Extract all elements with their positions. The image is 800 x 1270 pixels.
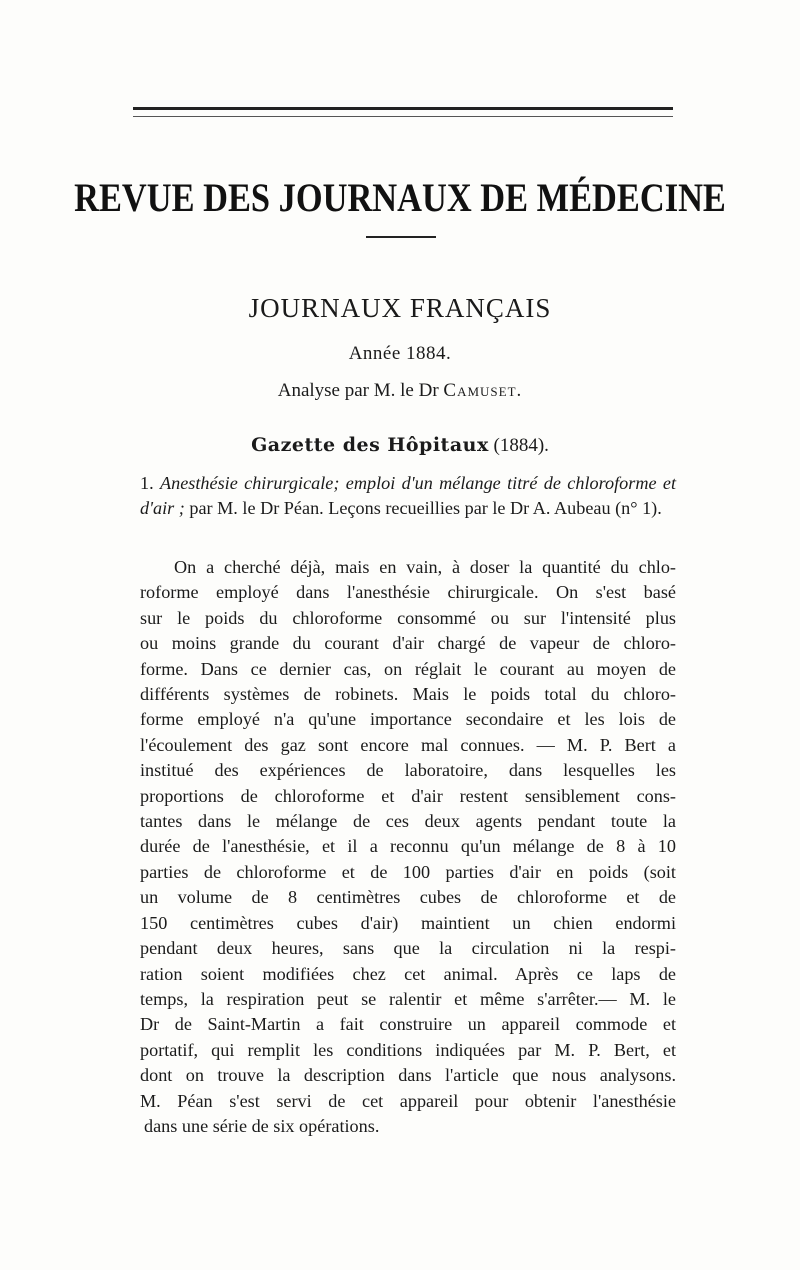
body-line: roforme employé dans l'anesthésie chirurgicale. On s'est basé [140,582,676,603]
article-title: Anesthésie chirurgicale; emploi d'un mélange titré de chloroforme et d'air ; [140,473,676,518]
analyst-name: Camuset. [443,380,523,401]
body-line: M. Péan s'est servi de cet appareil pour obtenir l'anesthésie [140,1090,676,1111]
body-line: proportions de chloroforme et d'air restent sensiblement cons- [140,785,676,806]
body-line: durée de l'anesthésie, et il a reconnu qu'un mélange de 8 à 10 [140,836,676,857]
body-line: pendant deux heures, sans que la circulation ni la respi- [140,938,676,959]
body-line: forme employé n'a qu'une importance secondaire et les lois de [140,709,676,730]
body-line: dont on trouve la description dans l'article que nous analysons. [140,1065,676,1086]
body-paragraph [140,555,676,1139]
body-line: sur le poids du chloroforme consommé ou sur l'intensité plus [140,607,676,628]
body-line: ration soient modifiées chez cet animal. Après ce laps de [140,963,676,984]
body-line: 150 centimètres cubes d'air) maintient un chien endormi [140,912,676,933]
body-line: parties de chloroforme et de 100 parties d'air en poids (soit [140,861,676,882]
analyst-prefix: Analyse par M. le Dr [277,380,444,401]
top-rule-thin [133,116,673,117]
article-heading [140,471,676,521]
body-line: forme. Dans ce dernier cas, on réglait le courant au moyen de [140,658,676,679]
body-line: l'écoulement des gaz sont encore mal connues. — M. P. Bert a [140,734,676,755]
year-line: Année 1884. [348,343,452,364]
article-byline: par M. le Dr Péan. Leçons recueillies par le Dr A. Aubeau (n° 1). [184,498,662,518]
body-line: dans une série de six opérations. [144,1115,380,1136]
analyst-line [0,380,800,402]
journal-year: (1884). [488,435,549,456]
body-line: tantes dans le mélange de ces deux agents pendant toute la [140,811,676,832]
top-rule-thick [133,107,673,110]
body-line: temps, la respiration peut se ralentir et même s'arrêter.— M. le [140,988,676,1009]
section-title: JOURNAUX FRANÇAIS [248,293,552,323]
masthead-title: REVUE DES JOURNAUX DE MÉDECINE [74,175,726,220]
body-line: différents systèmes de robinets. Mais le poids total du chloro- [140,684,676,705]
body-line: institué des expériences de laboratoire, dans lesquelles les [140,760,676,781]
journal-heading [0,434,800,457]
body-line: Dr de Saint-Martin a fait construire un appareil commode et [140,1014,676,1035]
body-line: ou moins grande du courant d'air chargé de vapeur de chloro- [140,633,676,654]
title-divider [366,236,436,238]
journal-name: Gazette des Hôpitaux [251,434,489,456]
article-number: 1. [140,473,160,493]
body-line: un volume de 8 centimètres cubes de chloroforme et de [140,887,676,908]
body-line: portatif, qui remplit les conditions indiquées par M. P. Bert, et [140,1039,676,1060]
body-line: On a cherché déjà, mais en vain, à doser la quantité du chlo- [174,557,676,577]
